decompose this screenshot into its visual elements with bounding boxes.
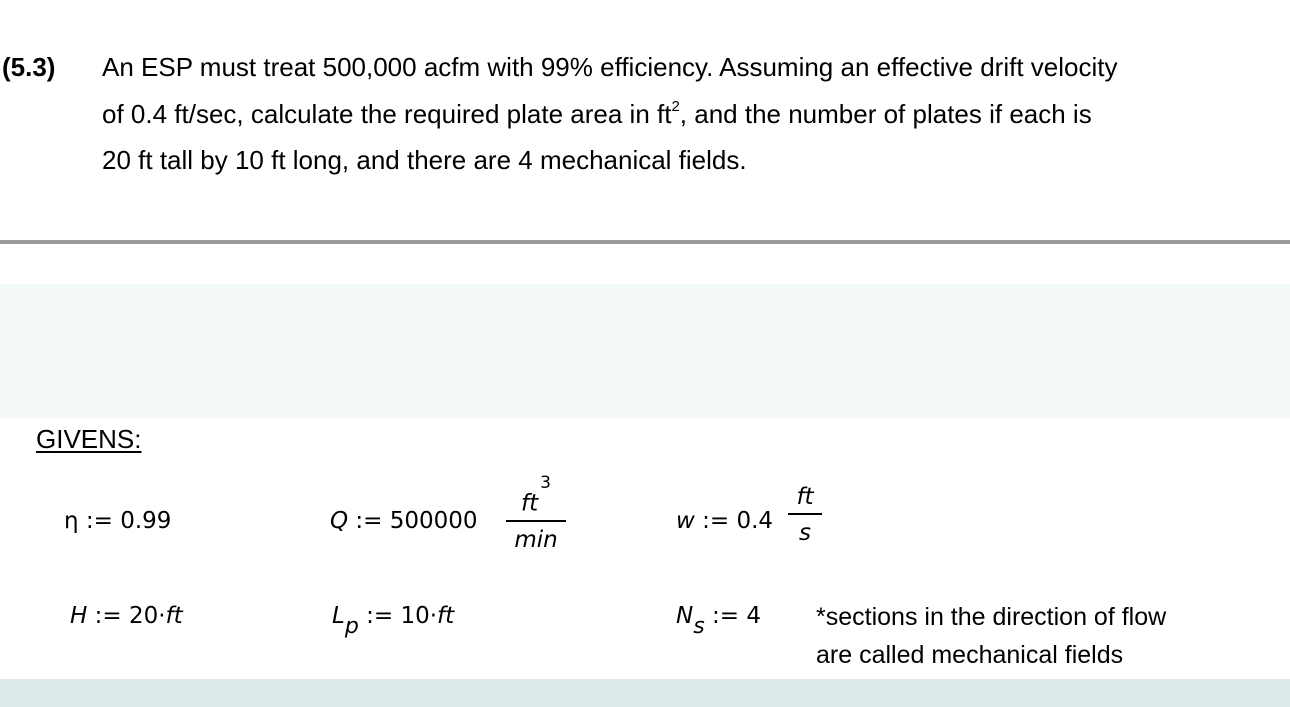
- w-definition[interactable]: [676, 507, 773, 535]
- eta-assign-operator: :=: [85, 508, 113, 534]
- h-symbol: H: [70, 603, 88, 629]
- eta-definition[interactable]: [64, 507, 171, 535]
- ns-value: 4: [746, 603, 761, 629]
- problem-text-line-2-end: , and the number of plates if each is: [679, 99, 1092, 129]
- note-line-1: *sections in the direction of flow: [816, 603, 1167, 631]
- q-unit-fraction: [506, 473, 566, 553]
- q-symbol: Q: [330, 508, 349, 534]
- problem-number: (5.3): [2, 52, 56, 82]
- lp-assign-operator: :=: [366, 603, 394, 629]
- mechanical-fields-note: [816, 598, 1166, 674]
- eta-symbol: η: [64, 508, 79, 534]
- w-fraction-bar: [788, 513, 822, 515]
- w-symbol: w: [676, 508, 695, 534]
- problem-text-line-2-start: of 0.4 ft/sec, calculate the required plate area in ft: [102, 99, 672, 129]
- q-unit-ft: ft: [521, 490, 539, 517]
- note-line-2: are called mechanical fields: [816, 641, 1124, 669]
- problem-text-line-1: An ESP must treat 500,000 acfm with 99% efficiency. Assuming an effective drift velocity: [102, 52, 1118, 82]
- problem-text-line-3: 20 ft tall by 10 ft long, and there are 4 mechanical fields.: [102, 145, 747, 175]
- lp-multiply-dot: ·: [429, 603, 438, 629]
- ns-definition[interactable]: [676, 602, 761, 639]
- worksheet-region-band-bottom: [0, 679, 1290, 707]
- w-unit-fraction: [788, 484, 822, 546]
- section-divider: [0, 240, 1290, 244]
- w-unit-denominator: s: [799, 520, 811, 546]
- q-assign-operator: :=: [355, 508, 383, 534]
- ns-assign-operator: :=: [712, 603, 740, 629]
- q-fraction-bar: [506, 520, 566, 522]
- lp-subscript: p: [344, 614, 359, 639]
- q-unit-exponent: 3: [540, 473, 551, 493]
- h-assign-operator: :=: [94, 603, 122, 629]
- worksheet-region-band: [0, 284, 1290, 418]
- lp-unit: ft: [437, 603, 455, 629]
- lp-definition[interactable]: [332, 602, 455, 639]
- lp-symbol: L: [332, 603, 345, 629]
- h-definition[interactable]: [70, 602, 183, 630]
- h-multiply-dot: ·: [158, 603, 166, 629]
- givens-heading: GIVENS:: [36, 424, 142, 454]
- area-unit-exponent: 2: [671, 98, 680, 115]
- w-value: 0.4: [736, 508, 774, 534]
- h-value: 20: [128, 603, 159, 629]
- q-value: 500000: [389, 508, 478, 534]
- w-assign-operator: :=: [702, 508, 730, 534]
- w-unit-numerator: ft: [796, 484, 814, 510]
- q-definition[interactable]: [330, 507, 478, 535]
- q-unit-denominator: min: [514, 526, 558, 553]
- lp-value: 10: [400, 603, 430, 629]
- problem-text-line-2: [102, 99, 1092, 129]
- h-unit: ft: [165, 603, 183, 629]
- q-unit-numerator: [506, 473, 566, 517]
- ns-symbol: N: [676, 603, 694, 629]
- ns-subscript: s: [693, 614, 705, 639]
- eta-value: 0.99: [120, 508, 172, 534]
